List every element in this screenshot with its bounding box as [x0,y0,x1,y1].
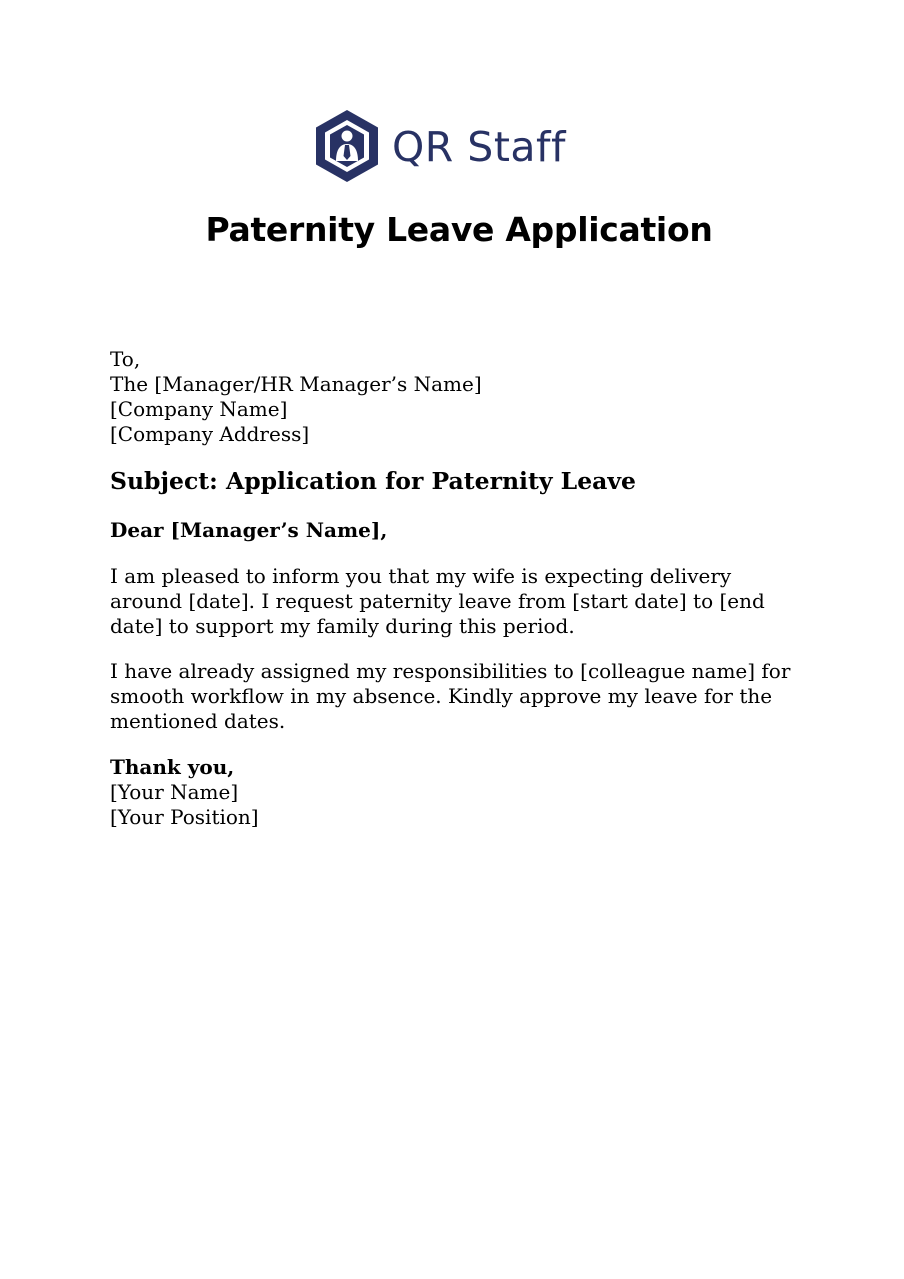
closing-thanks: Thank you, [110,755,235,779]
logo-wordmark: QR Staff [392,122,566,171]
sender-position: [Your Position] [110,805,259,829]
salutation: Dear [Manager’s Name], [110,518,388,542]
subject-line: Subject: Application for Paternity Leave [110,467,636,495]
document-title: Paternity Leave Application [205,210,713,249]
sender-name: [Your Name] [110,780,239,804]
company-logo [314,108,566,184]
body-paragraph-1: I am pleased to inform you that my wife is expecting delivery around [date]. I request paternity leave from [start date] to [end date] to support my family during this period. [110,564,765,638]
closing-block [110,755,800,830]
recipient-to: To, [110,347,141,371]
recipient-block [110,347,800,447]
recipient-manager: The [Manager/HR Manager’s Name] [110,372,482,396]
qr-staff-hexagon-icon [314,108,380,184]
recipient-address: [Company Address] [110,422,310,446]
recipient-company: [Company Name] [110,397,288,421]
body-paragraph-2: I have already assigned my responsibilities to [colleague name] for smooth workflow in my absence. Kindly approve my leave for the mentioned dates. [110,659,791,733]
